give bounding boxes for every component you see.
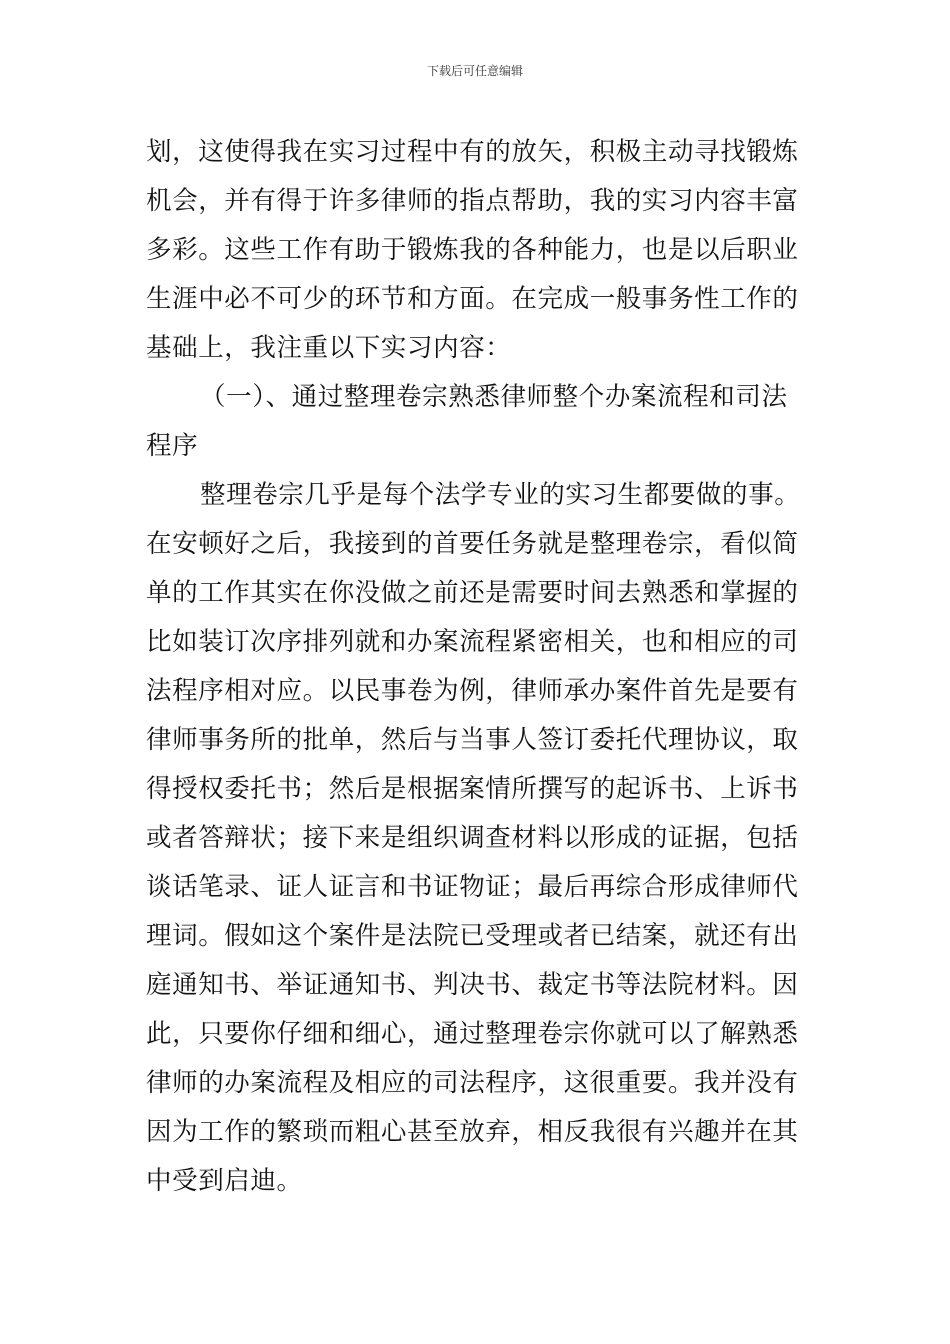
text-line: 中受到启迪。: [146, 1166, 303, 1196]
text-line: 律师事务所的批单，然后与当事人签订委托代理协议，取: [146, 725, 799, 755]
text-line: 机会，并有得于许多律师的指点帮助，我的实习内容丰富: [146, 186, 799, 216]
text-line: 因为工作的繁琐而粗心甚至放弃，相反我很有兴趣并在其: [146, 1117, 799, 1147]
text-line: 理词。假如这个案件是法院已受理或者已结案，就还有出: [146, 921, 799, 951]
section-heading-continuation: 程序: [146, 431, 199, 461]
text-line: 或者答辩状；接下来是组织调查材料以形成的证据，包括: [146, 823, 799, 853]
text-line: 法程序相对应。以民事卷为例，律师承办案件首先是要有: [146, 676, 799, 706]
text-line: 单的工作其实在你没做之前还是需要时间去熟悉和掌握的: [146, 578, 799, 608]
text-line: 在安顿好之后，我接到的首要任务就是整理卷宗，看似简: [146, 529, 799, 559]
section-heading: （一）、通过整理卷宗熟悉律师整个办案流程和司法: [200, 382, 788, 412]
text-line: 谈话笔录、证人证言和书证物证；最后再综合形成律师代: [146, 872, 799, 902]
paragraph-first-line: 整理卷宗几乎是每个法学专业的实习生都要做的事。: [200, 480, 801, 510]
text-line: 律师的办案流程及相应的司法程序，这很重要。我并没有: [146, 1068, 799, 1098]
page-header: 下载后可任意编辑: [426, 64, 523, 78]
text-line: 庭通知书、举证通知书、判决书、裁定书等法院材料。因: [146, 970, 799, 1000]
text-line: 得授权委托书；然后是根据案情所撰写的起诉书、上诉书: [146, 774, 799, 804]
document-body: [146, 128, 806, 1206]
text-line: 多彩。这些工作有助于锻炼我的各种能力，也是以后职业: [146, 235, 799, 265]
text-line: 基础上，我注重以下实习内容：: [146, 333, 512, 363]
text-line: 比如装订次序排列就和办案流程紧密相关，也和相应的司: [146, 627, 799, 657]
text-line: 此，只要你仔细和细心，通过整理卷宗你就可以了解熟悉: [146, 1019, 799, 1049]
text-line: 划，这使得我在实习过程中有的放矢，积极主动寻找锻炼: [146, 137, 799, 167]
text-line: 生涯中必不可少的环节和方面。在完成一般事务性工作的: [146, 284, 799, 314]
